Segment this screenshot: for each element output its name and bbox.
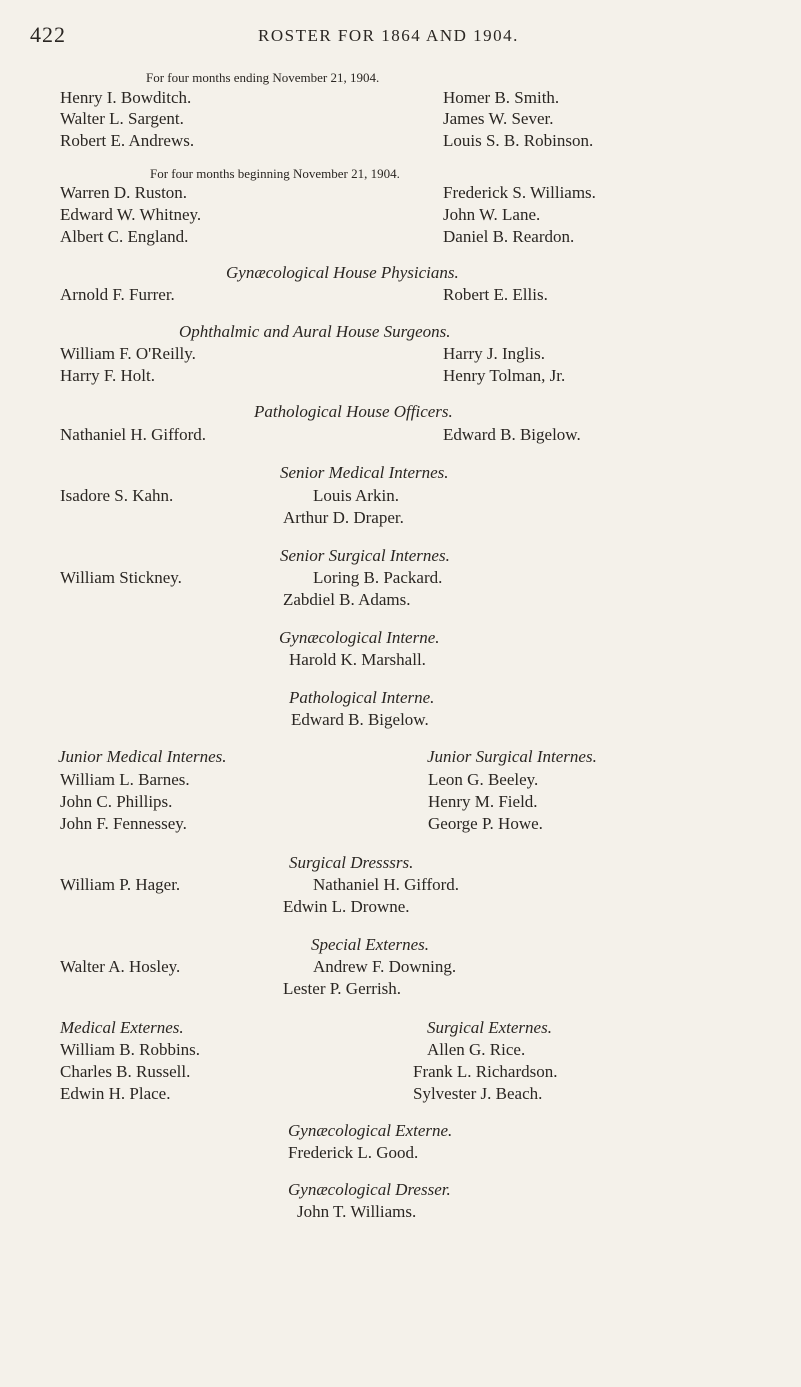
ophthalmic-left-name-1: William F. O'Reilly. bbox=[60, 344, 196, 363]
medical-externe-1: William B. Robbins. bbox=[60, 1040, 201, 1059]
ophthalmic-surgeons-heading: Ophthalmic and Aural House Surgeons. bbox=[179, 322, 451, 341]
medical-externe-2: Charles B. Russell. bbox=[60, 1062, 191, 1081]
first-period-left-name-1: Henry I. Bowditch. bbox=[60, 88, 192, 107]
gyn-interne-heading: Gynæcological Interne. bbox=[279, 628, 440, 647]
special-externe-left: Walter A. Hosley. bbox=[60, 957, 181, 976]
pathological-officer-left: Nathaniel H. Gifford. bbox=[60, 425, 207, 444]
first-period-caption: For four months ending November 21, 1904. bbox=[146, 70, 380, 85]
second-period-right-name-1: Frederick S. Williams. bbox=[443, 183, 596, 202]
ophthalmic-right-name-1: Harry J. Inglis. bbox=[443, 344, 545, 363]
second-period-right-name-3: Daniel B. Reardon. bbox=[443, 227, 575, 246]
gyn-dresser-heading: Gynæcological Dresser. bbox=[288, 1180, 451, 1199]
ophthalmic-left-name-2: Harry F. Holt. bbox=[60, 366, 155, 385]
surgical-externe-3: Sylvester J. Beach. bbox=[413, 1084, 543, 1103]
junior-medical-interne-2: John C. Phillips. bbox=[60, 792, 173, 811]
senior-medical-interne-right-1: Louis Arkin. bbox=[313, 486, 399, 505]
second-period-right-name-2: John W. Lane. bbox=[443, 205, 541, 224]
surgical-externes-heading: Surgical Externes. bbox=[427, 1018, 552, 1037]
pathological-interne-heading: Pathological Interne. bbox=[289, 688, 435, 707]
surgical-dresser-right-2: Edwin L. Drowne. bbox=[283, 897, 410, 916]
medical-externes-heading: Medical Externes. bbox=[60, 1018, 184, 1037]
page-number: 422 bbox=[30, 22, 66, 47]
senior-surgical-interne-right-2: Zabdiel B. Adams. bbox=[283, 590, 411, 609]
senior-medical-interne-left: Isadore S. Kahn. bbox=[60, 486, 174, 505]
gyn-externe-heading: Gynæcological Externe. bbox=[288, 1121, 453, 1140]
senior-surgical-interne-left: William Stickney. bbox=[60, 568, 182, 587]
first-period-right-name-1: Homer B. Smith. bbox=[443, 88, 560, 107]
senior-medical-interne-right-2: Arthur D. Draper. bbox=[283, 508, 404, 527]
medical-externe-3: Edwin H. Place. bbox=[60, 1084, 171, 1103]
second-period-left-name-1: Warren D. Ruston. bbox=[60, 183, 188, 202]
junior-medical-interne-1: William L. Barnes. bbox=[60, 770, 190, 789]
second-period-caption: For four months beginning November 21, 1904. bbox=[150, 166, 400, 181]
first-period-right-name-2: James W. Sever. bbox=[443, 109, 554, 128]
senior-surgical-interne-right-1: Loring B. Packard. bbox=[313, 568, 443, 587]
ophthalmic-right-name-2: Henry Tolman, Jr. bbox=[443, 366, 566, 385]
junior-surgical-interne-1: Leon G. Beeley. bbox=[428, 770, 539, 789]
junior-surgical-interne-2: Henry M. Field. bbox=[428, 792, 538, 811]
pathological-officer-right: Edward B. Bigelow. bbox=[443, 425, 581, 444]
senior-medical-internes-heading: Senior Medical Internes. bbox=[280, 463, 449, 482]
first-period-left-name-2: Walter L. Sargent. bbox=[60, 109, 184, 128]
gyn-house-physician-left: Arnold F. Furrer. bbox=[60, 285, 175, 304]
surgical-externe-2: Frank L. Richardson. bbox=[413, 1062, 558, 1081]
pathological-interne-name: Edward B. Bigelow. bbox=[291, 710, 429, 729]
pathological-officers-heading: Pathological House Officers. bbox=[254, 402, 453, 421]
first-period-left-name-3: Robert E. Andrews. bbox=[60, 131, 195, 150]
senior-surgical-internes-heading: Senior Surgical Internes. bbox=[280, 546, 450, 565]
gyn-house-physician-right: Robert E. Ellis. bbox=[443, 285, 548, 304]
gyn-house-physicians-heading: Gynæcological House Physicians. bbox=[226, 263, 459, 282]
special-externe-right-1: Andrew F. Downing. bbox=[313, 957, 457, 976]
junior-surgical-internes-heading: Junior Surgical Internes. bbox=[427, 747, 597, 766]
special-externe-right-2: Lester P. Gerrish. bbox=[283, 979, 402, 998]
surgical-dressers-heading: Surgical Dresssrs. bbox=[289, 853, 414, 872]
junior-medical-internes-heading: Junior Medical Internes. bbox=[58, 747, 227, 766]
running-title: ROSTER FOR 1864 AND 1904. bbox=[258, 26, 519, 45]
gyn-dresser-name: John T. Williams. bbox=[297, 1202, 417, 1221]
surgical-externe-1: Allen G. Rice. bbox=[427, 1040, 526, 1059]
junior-medical-interne-3: John F. Fennessey. bbox=[60, 814, 187, 833]
gyn-interne-name: Harold K. Marshall. bbox=[289, 650, 426, 669]
special-externes-heading: Special Externes. bbox=[311, 935, 430, 954]
gyn-externe-name: Frederick L. Good. bbox=[288, 1143, 419, 1162]
first-period-right-name-3: Louis S. B. Robinson. bbox=[443, 131, 594, 150]
junior-surgical-interne-3: George P. Howe. bbox=[428, 814, 543, 833]
second-period-left-name-3: Albert C. England. bbox=[60, 227, 189, 246]
second-period-left-name-2: Edward W. Whitney. bbox=[60, 205, 202, 224]
surgical-dresser-left: William P. Hager. bbox=[60, 875, 181, 894]
surgical-dresser-right-1: Nathaniel H. Gifford. bbox=[313, 875, 460, 894]
